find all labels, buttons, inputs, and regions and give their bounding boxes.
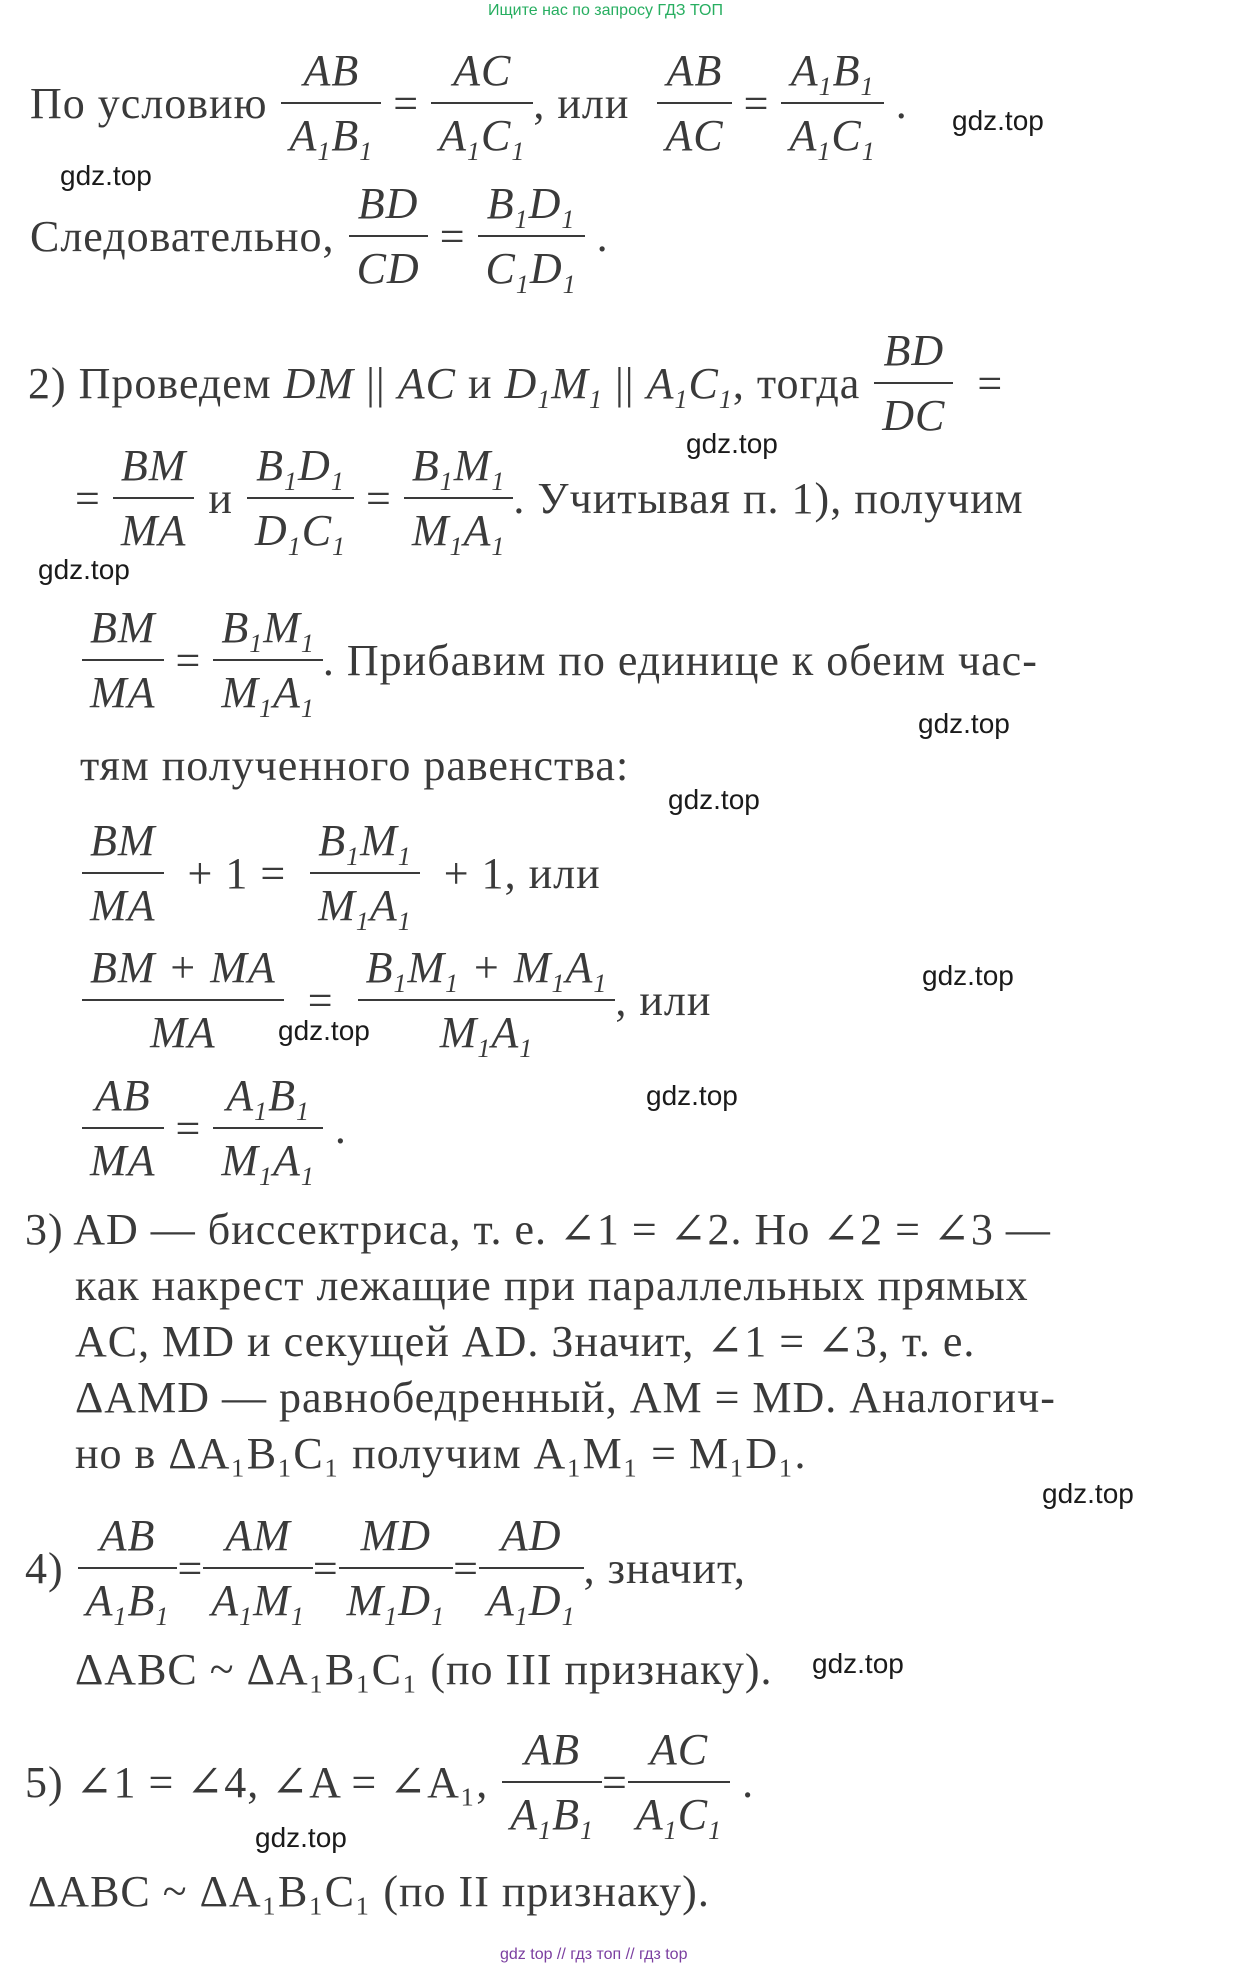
line-step4b: ΔABC ~ ΔA₁B₁C₁ (по III признаку). — [75, 1645, 773, 1694]
watermark: gdz.top — [918, 708, 1010, 739]
text: , или — [504, 848, 601, 898]
fraction: $\frac{AD}{A_1D_1}$ — [479, 1510, 584, 1626]
watermark: gdz.top — [686, 428, 778, 459]
line-step3-4: ΔAMD — равнобедренный, AM = MD. Аналогич- — [75, 1373, 1056, 1422]
watermark: gdz.top — [812, 1648, 904, 1679]
text: и — [208, 473, 233, 523]
line-step3-5: но в ΔA₁B₁C₁ получим A₁M₁ = M₁D₁. — [75, 1429, 807, 1478]
fraction: $\frac{BD}{DC}$ — [874, 325, 953, 441]
text: 5) ∠1 = ∠4, ∠A = ∠A₁, — [25, 1757, 489, 1807]
fraction: $\frac{B_1M_1}{M_1A_1}$ — [310, 815, 420, 931]
watermark: gdz.top — [255, 1822, 347, 1853]
line-sum1: $\frac{BM}{MA}$ + 1 = $\frac{B_1M_1}{M_1A_1}$ + 1 , или — [82, 815, 601, 931]
text: , тогда — [732, 358, 861, 408]
plus-one: + 1 — [187, 848, 249, 898]
top-banner[interactable]: Ищите нас по запросу ГДЗ ТОП — [488, 2, 723, 19]
fraction: $\frac{BM}{MA}$ — [82, 602, 164, 718]
watermark: gdz.top — [60, 160, 152, 191]
line-step5b: ΔABC ~ ΔA₁B₁C₁ (по II признаку). — [28, 1867, 710, 1916]
footer[interactable]: gdz top // гдз топ // гдз top — [500, 1946, 688, 1963]
line-step2d: тям полученного равенства: — [80, 741, 630, 790]
text: 4) — [25, 1543, 64, 1593]
line-step3-1: 3) AD — биссектриса, т. е. ∠1 = ∠2. Но ∠2 = ∠3 — — [25, 1205, 1051, 1254]
line-step2b: = $\frac{BM}{MA}$ и $\frac{B_1D_1}{D_1C_1}$ = $\frac{B_1M_1}{M_1A_1}$ . Учитывая п. 1), получим — [75, 441, 1024, 561]
watermark: gdz.top — [38, 554, 130, 585]
line-sum3: $\frac{AB}{MA}$ = $\frac{A_1B_1}{M_1A_1}$ . — [82, 1070, 347, 1186]
text: . Прибавим по единице к обеим час- — [322, 635, 1038, 685]
plus-one: + 1 — [443, 848, 505, 898]
text: Следовательно, — [30, 211, 335, 261]
fraction: $\frac{A_1B_1}{A_1C_1}$ — [781, 45, 883, 161]
text: и — [467, 358, 493, 408]
fraction: $\frac{AM}{A_1M_1}$ — [203, 1510, 313, 1626]
fraction: $\frac{B_1D_1}{D_1C_1}$ — [247, 440, 354, 556]
fraction: $\frac{BM}{MA}$ — [113, 440, 195, 556]
text: , значит, — [583, 1543, 746, 1593]
fraction: $\frac{B_1D_1}{C_1D_1}$ — [478, 178, 585, 294]
fraction: $\frac{AB}{MA}$ — [82, 1070, 164, 1186]
line-step5: 5) ∠1 = ∠4, ∠A = ∠A₁, $\frac{AB}{A_1B_1}$ = $\frac{AC}{A_1C_1}$ . — [25, 1725, 755, 1845]
fraction: $\frac{B_1M_1}{M_1A_1}$ — [404, 440, 514, 556]
fraction: $\frac{B_1M_1}{M_1A_1}$ — [213, 602, 323, 718]
fraction: $\frac{AB}{A_1B_1}$ — [502, 1724, 602, 1840]
watermark: gdz.top — [278, 1015, 370, 1046]
fraction: $\frac{B_1M_1 + M_1A_1}{M_1A_1}$ — [358, 942, 616, 1058]
line-step3-3: AC, MD и секущей AD. Значит, ∠1 = ∠3, т. е. — [75, 1317, 976, 1366]
fraction: $\frac{AB}{A_1B_1}$ — [78, 1510, 178, 1626]
fraction: $\frac{BM}{MA}$ — [82, 815, 164, 931]
line-therefore: Следовательно, $\frac{BD}{CD}$ = $\frac{B_1D_1}{C_1D_1}$ . — [30, 179, 609, 299]
fraction: $\frac{A_1B_1}{M_1A_1}$ — [213, 1070, 323, 1186]
fraction: $\frac{AB}{A_1B_1}$ — [281, 45, 381, 161]
line-condition: По условию $\frac{AB}{A_1B_1}$ = $\frac{AC}{A_1C_1}$ , или $\frac{AB}{AC}$ = $\frac{A_1B_1}{A_1C_1}$ . — [30, 46, 908, 166]
line-step2c: $\frac{BM}{MA}$ = $\frac{B_1M_1}{M_1A_1}$ . Прибавим по единице к обеим час- — [82, 602, 1038, 718]
fraction: $\frac{BD}{CD}$ — [349, 178, 428, 294]
fraction: $\frac{BM + MA}{MA}$ — [82, 942, 284, 1058]
fraction: $\frac{AB}{AC}$ — [657, 45, 731, 161]
fraction: $\frac{MD}{M_1D_1}$ — [339, 1510, 453, 1626]
watermark: gdz.top — [668, 784, 760, 815]
line-sum2: $\frac{BM + MA}{MA}$ = $\frac{B_1M_1 + M_1A_1}{M_1A_1}$ , или — [82, 942, 711, 1058]
fraction: $\frac{AC}{A_1C_1}$ — [628, 1724, 730, 1840]
text: , или — [533, 78, 630, 128]
text: , или — [615, 975, 712, 1025]
text: 2) Проведем — [28, 358, 272, 408]
fraction: $\frac{AC}{A_1C_1}$ — [431, 45, 533, 161]
line-step4: 4) $\frac{AB}{A_1B_1}$ = $\frac{AM}{A_1M_1}$ = $\frac{MD}{M_1D_1}$ = $\frac{AD}{A_1D_1}$ , значит, — [25, 1511, 746, 1631]
text: . Учитывая п. 1), получим — [513, 473, 1024, 523]
text: По условию — [30, 78, 268, 128]
watermark: gdz.top — [1042, 1478, 1134, 1509]
watermark: gdz.top — [922, 960, 1014, 991]
watermark: gdz.top — [646, 1080, 738, 1111]
line-step3-2: как накрест лежащие при параллельных прямых — [75, 1261, 1029, 1310]
watermark: gdz.top — [952, 105, 1044, 136]
line-step2: 2) Проведем DM || AC и $D_1M_1$ || $A_1C_1$ , тогда $\frac{BD}{DC}$ = — [28, 326, 1004, 440]
